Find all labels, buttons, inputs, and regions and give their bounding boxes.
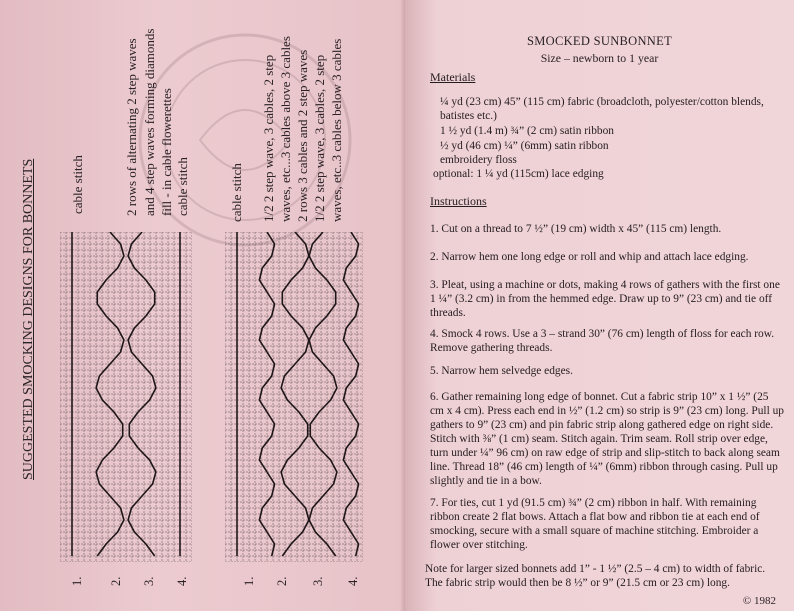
instructions-heading: Instructions	[430, 194, 487, 208]
step-1: 1. Cut on a thread to 7 ½” (19 cm) width x 45” (115 cm) length.	[430, 223, 722, 235]
design-a-row-number: 4.	[175, 576, 189, 586]
materials-line: ¼ yd (23 cm) 45” (115 cm) fabric (broadcloth, polyester/cotton blends,	[440, 96, 764, 108]
designs-title: SUGGESTED SMOCKING DESIGNS FOR BONNETS	[21, 158, 36, 480]
design-b-row-1-label: cable stitch	[229, 163, 244, 222]
design-a-row-5-label: cable stitch	[175, 157, 190, 216]
step-4-line: 4. Smock 4 rows. Use a 3 – strand 30” (76 cm) length of floss for each row.	[430, 328, 775, 340]
design-a-row-number: 1.	[70, 576, 84, 586]
step-3-line: threads.	[430, 307, 466, 319]
step-6-line: gathers to 9” (23 cm) and pin fabric strip along gathered edge on right side.	[430, 419, 774, 431]
note-line: Note for larger sized bonnets add 1” - 1 ½” (2.5 – 4 cm) to width of fabric.	[425, 563, 766, 575]
pattern-size: Size – newborn to 1 year	[540, 51, 659, 65]
materials-line: batistes etc.)	[440, 110, 497, 122]
design-b-smocking-grid	[225, 232, 363, 562]
materials-heading: Materials	[430, 70, 476, 84]
design-a-smocking-grid	[60, 232, 192, 562]
materials-line: ½ yd (46 cm) ¼” (6mm) satin ribbon	[440, 140, 609, 152]
copyright: © 1982	[742, 595, 776, 607]
design-b-row-4-label: 2 rows 3 cables and 2 step waves	[295, 49, 310, 222]
step-7-line: smocking, secure with a small square of machine stitching. Embroider a	[430, 525, 759, 537]
step-7-line: ribbon create 2 flat bows. Attach a flat bow and ribbon tie at each end of	[430, 511, 760, 523]
design-b-row-2-label: 1/2 2 step wave, 3 cables, 2 step	[261, 54, 276, 222]
step-6-line: cm x 4 cm). Press each end in ½” (1.2 cm) so strip is 9” (23 cm) long. Pull up	[430, 405, 784, 417]
materials-line: optional: 1 ¼ yd (115cm) lace edging	[433, 168, 604, 180]
design-a-row-number: 3.	[142, 576, 156, 586]
design-a-row-3-label: and 4 step waves forming diamonds	[142, 28, 157, 216]
design-b-row-number: 4.	[346, 576, 360, 586]
design-b-row-number: 3.	[311, 576, 325, 586]
step-7-line: 7. For ties, cut 1 yd (91.5 cm) ¾” (2 cm) ribbon in half. With remaining	[430, 497, 757, 509]
design-a-row-number: 2.	[109, 576, 123, 586]
step-2: 2. Narrow hem one long edge or roll and whip and attach lace edging.	[430, 251, 749, 263]
pattern-title: SMOCKED SUNBONNET	[526, 34, 673, 48]
step-4-line: Remove gathering threads.	[430, 342, 553, 354]
materials-line: 1 ½ yd (1.4 m) ¾” (2 cm) satin ribbon	[440, 125, 614, 137]
design-a-row-2-label: 2 rows of alternating 2 step waves	[124, 38, 139, 216]
step-7-line: flower over stitching.	[430, 539, 528, 551]
step-6-line: turn under ¼” 96 cm) on raw edge of strip and slip-stitch to back along seam	[430, 447, 780, 459]
step-5: 5. Narrow hem selvedge edges.	[430, 365, 573, 377]
design-a-row-4-label: fill - in cable flowerettes	[159, 88, 174, 216]
materials-line: embroidery floss	[440, 154, 517, 166]
design-b-row-number: 1.	[242, 576, 256, 586]
design-b-row-number: 2.	[275, 576, 289, 586]
step-6-line: Stitch with ⅜” (1 cm) seam. Stitch again. Trim seam. Roll strip over edge,	[430, 433, 768, 445]
design-b-row-5-label: 1/2 2 step wave, 3 cables, 2 step	[312, 54, 327, 222]
design-b-row-6-label: waves, etc..3 cables below 3 cables	[329, 38, 344, 222]
step-6-line: slightly and tie in a bow.	[430, 475, 542, 487]
right-page	[405, 0, 794, 611]
step-3-line: 1 ¼” (3.2 cm) in from the hemmed edge. Draw up to 9” (23 cm) and tie off	[430, 293, 773, 305]
design-b-row-3-label: waves, etc...3 cables above 3 cables	[278, 36, 293, 222]
note-line: The fabric strip would then be 8 ½” or 9” (21.5 cm or 23 cm) long.	[425, 577, 730, 589]
step-6-line: line. Thread 18” (46 cm) length of ¼” (6mm) ribbon through casing. Pull up	[430, 461, 778, 473]
step-3-line: 3. Pleat, using a machine or dots, making 4 rows of gathers with the first one	[430, 279, 780, 291]
design-a-row-1-label: cable stitch	[70, 155, 85, 214]
step-6-line: 6. Gather remaining long edge of bonnet. Cut a fabric strip 10” x 1 ½” (25	[430, 391, 769, 403]
